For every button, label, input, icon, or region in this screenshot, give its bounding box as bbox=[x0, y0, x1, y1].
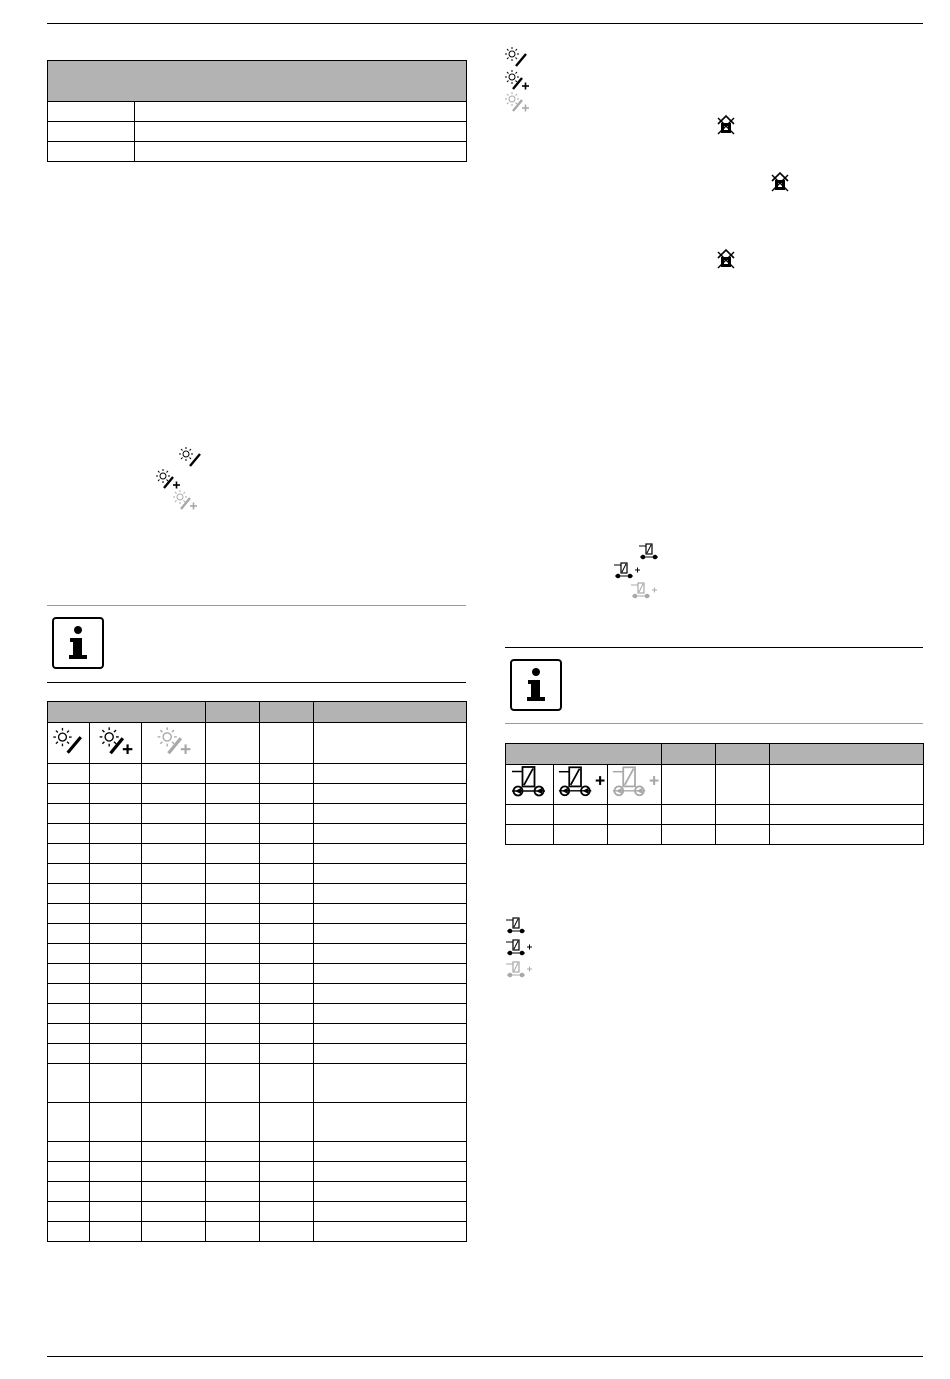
info-rule-bottom bbox=[505, 723, 923, 724]
table-row bbox=[48, 844, 467, 864]
top-settings-table bbox=[47, 60, 467, 162]
solar-module-table bbox=[47, 701, 467, 1242]
header-rule bbox=[47, 23, 923, 24]
table-row bbox=[506, 805, 924, 825]
info-rule-top bbox=[47, 605, 466, 606]
valve-pump-plus-inactive-icon bbox=[610, 765, 660, 804]
solar-module-plus-inactive-icon bbox=[504, 91, 530, 113]
table-row bbox=[48, 904, 467, 924]
table-row bbox=[48, 1162, 467, 1182]
table-row bbox=[48, 984, 467, 1004]
info-icon bbox=[52, 617, 104, 669]
solar-module-plus-inactive-icon bbox=[172, 489, 198, 511]
info-rule-top bbox=[505, 647, 923, 648]
valve-pump-plus-icon bbox=[556, 765, 606, 804]
solar-module-plus-icon bbox=[97, 726, 135, 761]
table-row bbox=[48, 1024, 467, 1044]
table-row bbox=[48, 1202, 467, 1222]
table-header-row bbox=[506, 744, 924, 765]
valve-pump-plus-inactive-icon bbox=[505, 960, 533, 980]
valve-pump-plus-icon bbox=[613, 561, 641, 581]
table-row bbox=[48, 1064, 467, 1103]
table-row bbox=[48, 804, 467, 824]
table-row bbox=[48, 864, 467, 884]
table-row bbox=[48, 1103, 467, 1142]
table-row bbox=[48, 824, 467, 844]
table-row bbox=[48, 944, 467, 964]
house-heating-warning-icon bbox=[716, 248, 736, 270]
footer-rule bbox=[47, 1356, 923, 1357]
table-row bbox=[48, 102, 467, 122]
table-header-row bbox=[48, 702, 467, 723]
info-icon bbox=[510, 659, 562, 711]
table-row bbox=[48, 924, 467, 944]
table-icon-row bbox=[506, 765, 924, 805]
valve-pump-icon bbox=[638, 542, 662, 562]
valve-pump-icon bbox=[509, 765, 551, 804]
solar-module-plus-icon bbox=[504, 69, 530, 91]
solar-module-icon bbox=[178, 446, 204, 468]
table-row bbox=[48, 142, 467, 162]
table-row bbox=[48, 1044, 467, 1064]
table-row bbox=[48, 764, 467, 784]
table-row bbox=[48, 784, 467, 804]
table-row bbox=[48, 122, 467, 142]
table-row bbox=[506, 825, 924, 845]
solar-module-icon bbox=[52, 726, 86, 761]
table-header-row bbox=[48, 61, 467, 102]
house-heating-warning-icon bbox=[716, 114, 736, 136]
solar-module-plus-inactive-icon bbox=[155, 726, 193, 761]
table-row bbox=[48, 1142, 467, 1162]
solar-module-plus-icon bbox=[155, 468, 181, 490]
table-row bbox=[48, 1182, 467, 1202]
table-icon-row bbox=[48, 723, 467, 764]
valve-pump-icon bbox=[505, 916, 529, 936]
table-row bbox=[48, 964, 467, 984]
solar-module-icon bbox=[504, 46, 530, 68]
info-rule-bottom bbox=[47, 682, 466, 683]
table-row bbox=[48, 1222, 467, 1242]
valve-pump-plus-icon bbox=[505, 938, 533, 958]
valve-pump-plus-inactive-icon bbox=[630, 581, 658, 601]
table-row bbox=[48, 884, 467, 904]
table-row bbox=[48, 1004, 467, 1024]
house-heating-warning-icon bbox=[770, 171, 790, 193]
valve-pump-table bbox=[505, 743, 924, 845]
